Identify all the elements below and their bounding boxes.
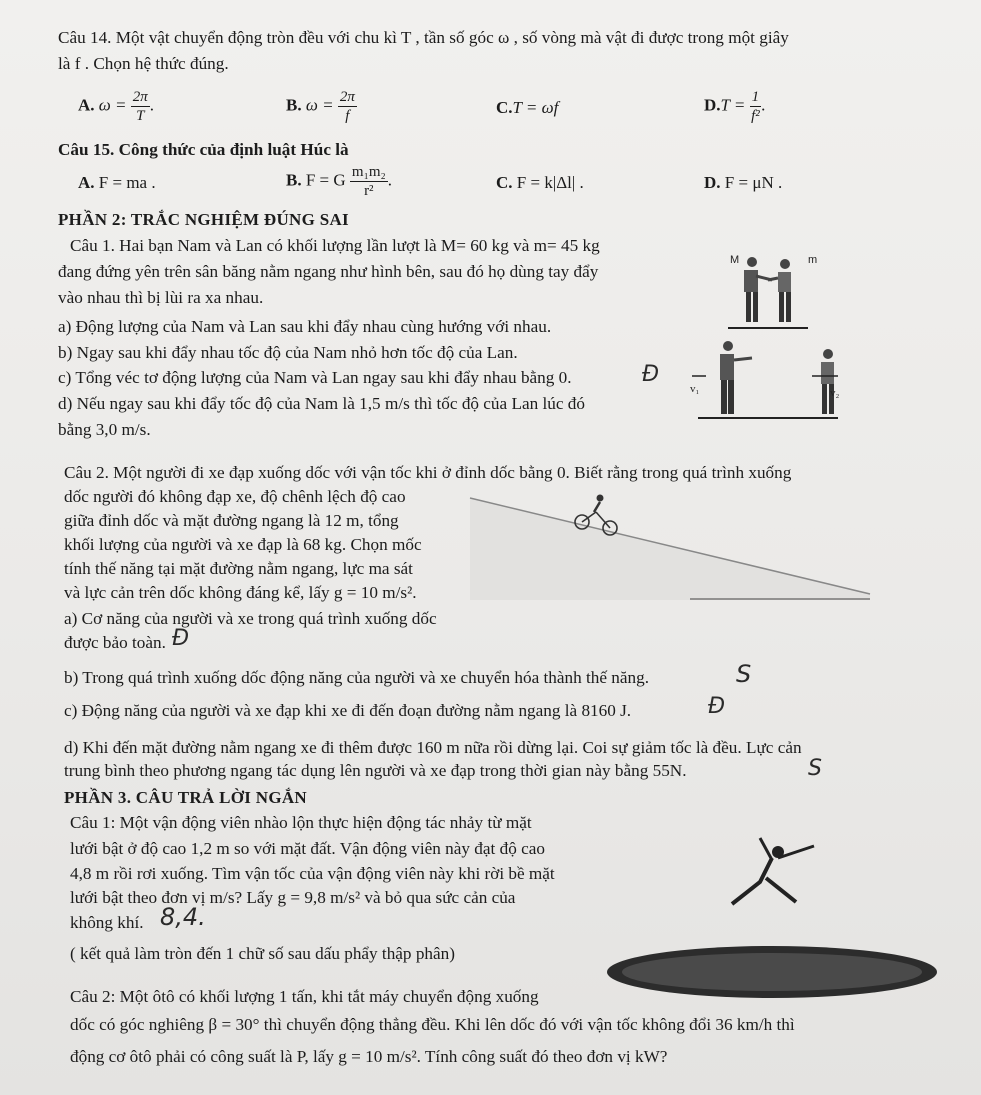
p2q2-line4: khối lượng của người và xe đạp là 68 kg. Chọn mốc xyxy=(64,535,422,554)
p3q1-line1: Câu 1: Một vận động viên nhào lộn thực hiện động tác nhảy từ mặt xyxy=(70,813,532,832)
p3q2-line1: Câu 2: Một ôtô có khối lượng 1 tấn, khi tắt máy chuyển động xuống xyxy=(70,987,539,1006)
q15-option-d: D. F = μN . xyxy=(704,173,783,192)
p2q2-line5: tính thế năng tại mặt đường nằm ngang, lực ma sát xyxy=(64,559,413,578)
skaters-before-push xyxy=(728,257,808,328)
figure-label-v2: v₂ xyxy=(830,387,840,399)
p3q2-line2: dốc có góc nghiêng β = 30° thì chuyển động thẳng đều. Khi lên dốc đó với vận tốc không đổi 36 km/h thì xyxy=(70,1015,795,1034)
part2-heading: PHẦN 2: TRẮC NGHIỆM ĐÚNG SAI xyxy=(58,210,349,229)
q14-stem-line1: Câu 14. Một vật chuyển động tròn đều với chu kì T , tần số góc ω , số vòng mà vật đi được trong một giây xyxy=(58,28,789,47)
slope-figure xyxy=(470,488,870,603)
skaters-after-push xyxy=(692,341,838,418)
q15-option-b: B. F = G $\frac{\text{m₁m₂}}{\text{r²}}$ . xyxy=(286,164,392,199)
q15-option-a: A. F = ma . xyxy=(78,173,156,192)
q14-option-b: B. ω = $\frac{2\pi}{f}$ xyxy=(286,89,355,124)
q15-stem: Câu 15. Công thức của định luật Húc là xyxy=(58,140,349,159)
p2q2-statement-b: b) Trong quá trình xuống dốc động năng của người và xe chuyển hóa thành thế năng. xyxy=(64,668,650,687)
p2q2-statement-d-line1: d) Khi đến mặt đường nằm ngang xe đi thêm được 160 m nữa rồi dừng lại. Coi sự giảm tốc là đều. Lực cản xyxy=(64,738,802,757)
handwritten-mark-q2c: Đ xyxy=(708,694,726,719)
p2q2-line2: dốc người đó không đạp xe, độ chênh lệch độ cao xyxy=(64,487,406,506)
p3q1-note: ( kết quả làm tròn đến 1 chữ số sau dấu phẩy thập phân) xyxy=(70,944,455,963)
p2q2-line1: Câu 2. Một người đi xe đạp xuống dốc với vận tốc khi ở đỉnh dốc bằng 0. Biết rằng trong quá trình xuống xyxy=(64,463,792,482)
q15-option-c: C. F = k|Δl| . xyxy=(496,173,584,192)
jumper-icon xyxy=(732,838,814,904)
figure-label-v1: v₁ xyxy=(690,383,700,395)
p2q2-statement-c: c) Động năng của người và xe đạp khi xe đi đến đoạn đường nằm ngang là 8160 J. xyxy=(64,701,632,720)
p2q2-statement-a-line2: được bảo toàn. xyxy=(64,633,166,652)
p3q2-line3: động cơ ôtô phải có công suất là P, lấy g = 10 m/s². Tính công suất đó theo đơn vị kW? xyxy=(70,1047,668,1066)
p3q1-line3: 4,8 m rồi rơi xuống. Tìm vận tốc của vận động viên này khi rời bề mặt xyxy=(70,864,555,883)
handwritten-mark-q2a: Đ xyxy=(172,626,190,651)
q14-option-a: A. ω = $\frac{2\pi}{T}$ . xyxy=(78,89,155,124)
handwritten-mark-q1c: Đ xyxy=(642,362,660,387)
p2q1-statement-d-line1: d) Nếu ngay sau khi đẩy tốc độ của Nam là 1,5 m/s thì tốc độ của Lan lúc đó xyxy=(58,394,585,413)
figure-label-M: M xyxy=(730,254,740,266)
p2q1-line3: vào nhau thì bị lùi ra xa nhau. xyxy=(58,288,264,307)
handwritten-mark-q2d: S xyxy=(808,756,822,781)
p2q1-statement-a: a) Động lượng của Nam và Lan sau khi đẩy nhau cùng hướng với nhau. xyxy=(58,317,552,336)
p2q1-statement-d-line2: bằng 3,0 m/s. xyxy=(58,420,151,439)
p3q1-line5: không khí. xyxy=(70,913,144,932)
p2q1-statement-c: c) Tổng véc tơ động lượng của Nam và Lan ngay sau khi đẩy nhau bằng 0. xyxy=(58,368,572,387)
trampoline-figure xyxy=(600,822,950,1002)
handwritten-mark-q2b: S xyxy=(736,660,752,688)
q14-stem-line2: là f . Chọn hệ thức đúng. xyxy=(58,54,229,73)
p2q1-line2: đang đứng yên trên sân băng nằm ngang như hình bên, sau đó họ dùng tay đẩy xyxy=(58,262,599,281)
p2q2-line6: và lực cản trên dốc không đáng kể, lấy g = 10 m/s². xyxy=(64,583,417,602)
part3-heading: PHẦN 3. CÂU TRẢ LỜI NGẮN xyxy=(64,788,308,807)
handwritten-answer-q1: 8,4. xyxy=(160,903,206,931)
p3q1-line2: lưới bật ở độ cao 1,2 m so với mặt đất. Vận động viên này đạt độ cao xyxy=(70,839,545,858)
p2q2-statement-a-line1: a) Cơ năng của người và xe trong quá trình xuống dốc xyxy=(64,609,437,628)
p2q2-statement-d-line2: trung bình theo phương ngang tác dụng lên người và xe đạp trong thời gian này bằng 55N. xyxy=(64,761,687,780)
q14-option-d: D.T = $\frac{1}{\text{f²}}$ . xyxy=(704,89,766,124)
figure-label-m: m xyxy=(808,254,818,266)
p2q1-line1: Câu 1. Hai bạn Nam và Lan có khối lượng lần lượt là M= 60 kg và m= 45 kg xyxy=(70,236,600,255)
p2q2-line3: giữa đỉnh dốc và mặt đường ngang là 12 m, tổng xyxy=(64,511,399,530)
skaters-figure xyxy=(690,250,840,425)
p3q1-line4: lưới bật theo đơn vị m/s? Lấy g = 9,8 m/s² và bỏ qua sức cản của xyxy=(70,888,516,907)
p2q1-statement-b: b) Ngay sau khi đẩy nhau tốc độ của Nam nhỏ hơn tốc độ của Lan. xyxy=(58,343,518,362)
q14-option-c: C.T = ωf xyxy=(496,98,559,117)
